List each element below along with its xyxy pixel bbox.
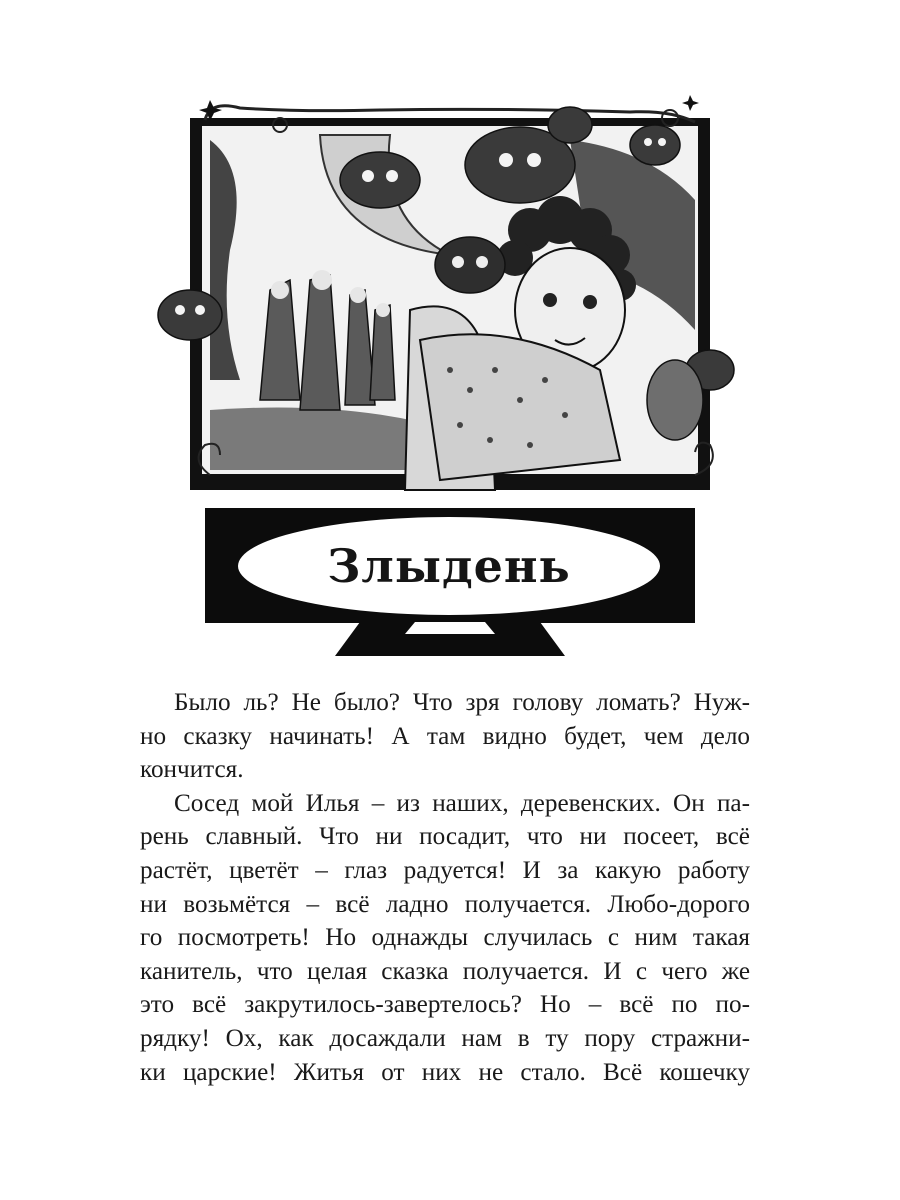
chapter-title: Злыдень: [327, 539, 571, 593]
paragraph-1: [140, 686, 750, 787]
text-line: Было ль? Не было? Что зря голову ломать? Нуж-: [174, 689, 750, 716]
title-base-ornament: [330, 620, 570, 660]
paragraph-2: [140, 787, 750, 1089]
text-line: канитель, что целая сказка получается. И с чего же: [140, 957, 750, 985]
text-line: это всё закрутилось-завертелось? Но – всё по по-: [140, 991, 750, 1019]
text-line: но сказку начинать! А там видно будет, чем дело: [140, 722, 750, 750]
text-line: растёт, цветёт – глаз радуется! И за какую работу: [140, 856, 750, 884]
text-line: кончится.: [140, 756, 244, 784]
body-text: [140, 686, 750, 1089]
text-line: рядку! Ох, как досаждали нам в ту пору стражни-: [140, 1024, 750, 1052]
text-line: ки царские! Житья от них не стало. Всё кошечку: [140, 1058, 750, 1086]
title-oval: [238, 517, 660, 615]
text-line: рень славный. Что ни посадит, что ни посеет, всё: [140, 823, 750, 851]
text-line: Сосед мой Илья – из наших, деревенских. Он па-: [174, 789, 750, 817]
chapter-illustration: [150, 80, 750, 510]
text-line: ни возьмётся – всё ладно получается. Любо-дорого: [140, 890, 750, 918]
text-line: го посмотреть! Но однажды случилась с ним такая: [140, 924, 750, 952]
